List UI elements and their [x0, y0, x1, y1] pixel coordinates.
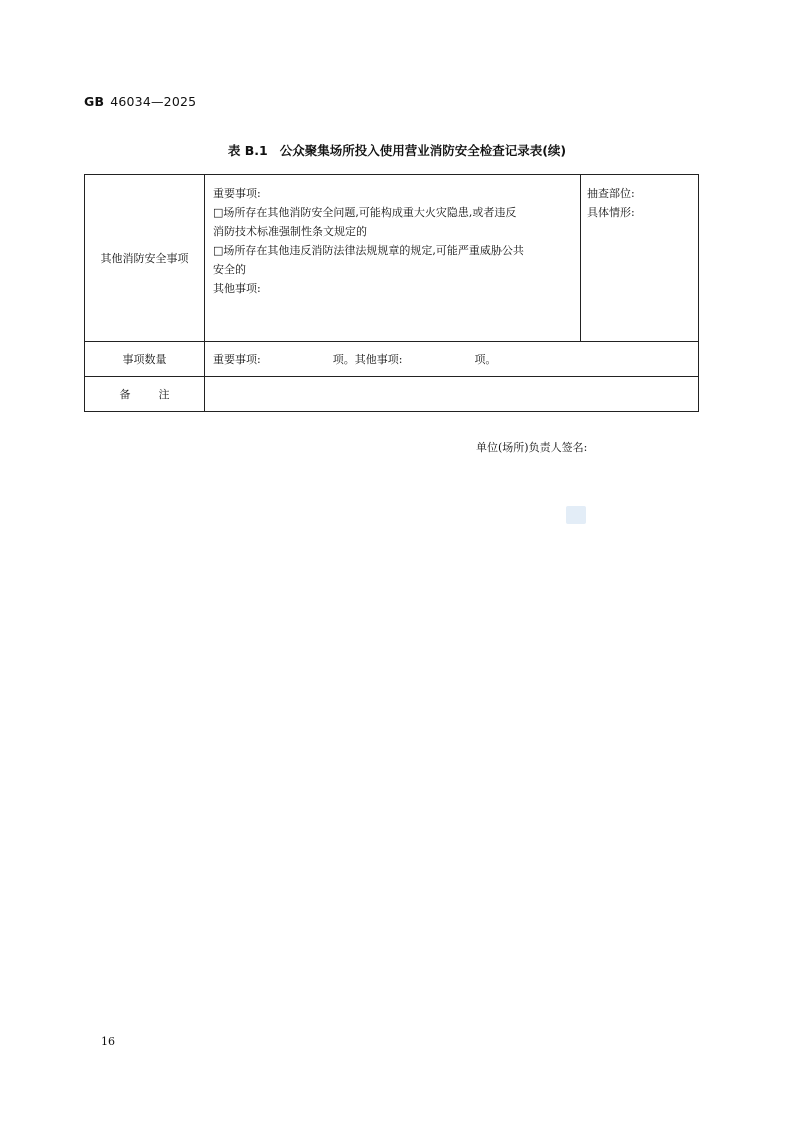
standard-prefix: GB: [84, 94, 105, 109]
specific-situation-label: 具体情形:: [587, 206, 635, 219]
page-number: 16: [101, 1035, 115, 1048]
row-label-other-matters: 其他消防安全事项: [85, 175, 205, 342]
table-row-remarks: [85, 377, 699, 412]
content-line: 消防技术标准强制性条文规定的: [213, 225, 367, 238]
row-label-remarks: [85, 377, 205, 412]
other-items-label: 其他事项:: [354, 353, 403, 366]
table-row-other-matters: [85, 175, 699, 342]
table-title: [0, 141, 794, 159]
table-number: 表 B.1: [227, 143, 268, 158]
table-row-item-count: [85, 342, 699, 377]
item-unit: 项。: [474, 353, 497, 366]
content-line: 其他事项:: [213, 282, 261, 295]
content-line: 安全的: [213, 263, 246, 276]
item-count-cell: [205, 342, 699, 377]
inspection-record-table: [84, 174, 699, 412]
checkbox-item-major-hazard[interactable]: □场所存在其他消防安全问题,可能构成重大火灾隐患,或者违反: [213, 206, 517, 219]
standard-number: 46034—2025: [110, 94, 197, 109]
inspection-detail-cell: [581, 175, 699, 342]
table-title-text: 公众聚集场所投入使用营业消防安全检查记录表(续): [279, 143, 567, 158]
spot-check-location-label: 抽查部位:: [587, 187, 635, 200]
important-items-label: 重要事项:: [213, 353, 261, 366]
other-matters-content: [205, 175, 581, 342]
remarks-label-part: 注: [158, 388, 170, 401]
row-label-item-count: 事项数量: [85, 342, 205, 377]
checkbox-item-law-violation[interactable]: □场所存在其他违反消防法律法规规章的规定,可能严重威胁公共: [213, 244, 524, 257]
standard-header: [84, 94, 196, 109]
remarks-label-part: 备: [119, 388, 131, 401]
signature-label: 单位(场所)负责人签名:: [476, 441, 588, 454]
content-line: 重要事项:: [213, 187, 261, 200]
item-unit: 项。: [332, 353, 355, 366]
watermark-logo: [566, 506, 586, 524]
remarks-field[interactable]: [205, 377, 699, 412]
